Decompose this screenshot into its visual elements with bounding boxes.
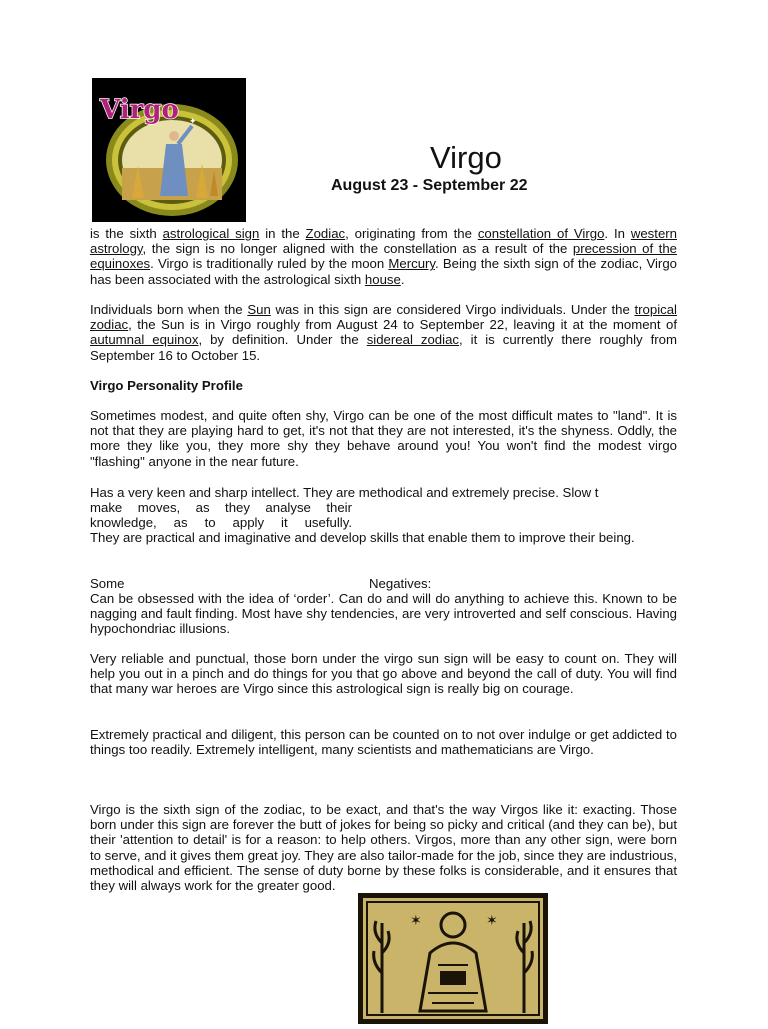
svg-text:✦: ✦ xyxy=(189,116,197,126)
link-astrological-sign[interactable]: astrological sign xyxy=(162,226,260,241)
link-tropical-zodiac[interactable]: tropical zodiac xyxy=(90,302,677,333)
link-sidereal-zodiac[interactable]: sidereal zodiac xyxy=(366,332,459,348)
individuals-text-5: , it is currently there roughly from September 16 to October 15. xyxy=(90,332,677,363)
svg-text:Virgo: Virgo xyxy=(100,95,179,125)
virgo-engraving-graphic xyxy=(358,893,548,1024)
intellect-line-1: Has a very keen and sharp intellect. They are methodical and extremely precise. Slow t xyxy=(90,485,599,500)
intro-text-7: . Being the sixth sign of the zodiac, Virgo has been associated with the astrological sixth xyxy=(90,256,677,287)
link-autumnal-equinox[interactable]: autumnal equinox xyxy=(90,332,199,348)
page-title: Virgo xyxy=(430,140,502,175)
link-precession-of-the-equinoxes[interactable]: precession of the equinoxes xyxy=(90,241,678,272)
virgo-logo-image xyxy=(92,78,246,222)
intro-text-5: , the sign is no longer aligned with the constellation as a result of the xyxy=(142,241,573,257)
negatives-label: Negatives: xyxy=(369,576,432,591)
intro-text-6: . Virgo is traditionally ruled by the moon xyxy=(150,256,389,272)
intro-text-4: . In xyxy=(604,226,631,241)
diligent-paragraph: Extremely practical and diligent, this person can be counted on to not over indulge or get addicted to things too readily. Extremely intelligent, many scientists and mathematicians are Virgo. xyxy=(90,727,677,758)
negatives-paragraph: Can be obsessed with the idea of ‘order’. Can do and will do anything to achieve this. Known to be nagging and fault finding. Most have shy tendencies, are very introverted and self conscious. Having hypochondriac illusions. xyxy=(90,591,677,637)
individuals-text-1: Individuals born when the xyxy=(90,302,248,317)
individuals-paragraph xyxy=(90,302,677,363)
practical-paragraph: They are practical and imaginative and develop skills that enable them to improve their being. xyxy=(90,530,635,545)
intro-paragraph xyxy=(90,226,677,287)
intro-text-1: is the sixth xyxy=(90,226,163,241)
intro-text-8: . xyxy=(400,271,405,287)
date-range: August 23 - September 22 xyxy=(331,177,528,194)
negatives-label-some: Some xyxy=(90,576,125,591)
individuals-text-2: was in this sign are considered Virgo individuals. Under the xyxy=(270,302,635,317)
individuals-text-4: , by definition. Under the xyxy=(198,332,367,348)
modest-paragraph: Sometimes modest, and quite often shy, Virgo can be one of the most difficult mates to "land". It is not that they are playing hard to get, it's not that they are not interested, it's the shyness. Oddly, the more they like you, they more shy they behave around you! You won't find the modest virgo "flashing" anyone in the near future. xyxy=(90,408,677,469)
link-constellation-of-virgo[interactable]: constellation of Virgo xyxy=(477,226,605,241)
intellect-line-3: knowledge, as to apply it usefully. xyxy=(90,515,352,530)
svg-text:✶: ✶ xyxy=(410,912,422,928)
svg-text:✶: ✶ xyxy=(486,912,498,928)
link-house[interactable]: house xyxy=(364,271,401,287)
link-sun[interactable]: Sun xyxy=(247,302,271,317)
intellect-line-2: make moves, as they analyse their xyxy=(90,500,352,515)
intro-text-3: , originating from the xyxy=(345,226,478,241)
sixth-sign-paragraph: Virgo is the sixth sign of the zodiac, to be exact, and that's the way Virgos like it: exacting. Those born under this sign are forever the butt of jokes for being so picky and critical (and they can be), but their 'attention to detail' is for a reason: to help others. Virgos, more than any other sign, were born to serve, and it gives them great joy. They are also tailor-made for the job, since they are industrious, methodical and efficient. The sense of duty borne by these folks is considerable, and it ensures that they will always work for the greater good. xyxy=(90,802,677,894)
virgo-engraving-image xyxy=(358,893,548,1024)
link-western-astrology[interactable]: western astrology xyxy=(90,226,678,257)
virgo-logo-graphic xyxy=(92,78,246,222)
link-zodiac[interactable]: Zodiac xyxy=(305,226,346,241)
personality-heading: Virgo Personality Profile xyxy=(90,378,243,393)
individuals-text-3: , the Sun is in Virgo roughly from August 24 to September 22, leaving it at the moment of xyxy=(128,317,677,333)
link-mercury[interactable]: Mercury xyxy=(388,256,436,272)
reliable-paragraph: Very reliable and punctual, those born under the virgo sun sign will be easy to count on. They will help you out in a pinch and do things for you that go above and beyond the call of duty. You will find that many war heroes are Virgo since this astrological sign is really big on courage. xyxy=(90,651,677,697)
intro-text-2: in the xyxy=(259,226,306,241)
